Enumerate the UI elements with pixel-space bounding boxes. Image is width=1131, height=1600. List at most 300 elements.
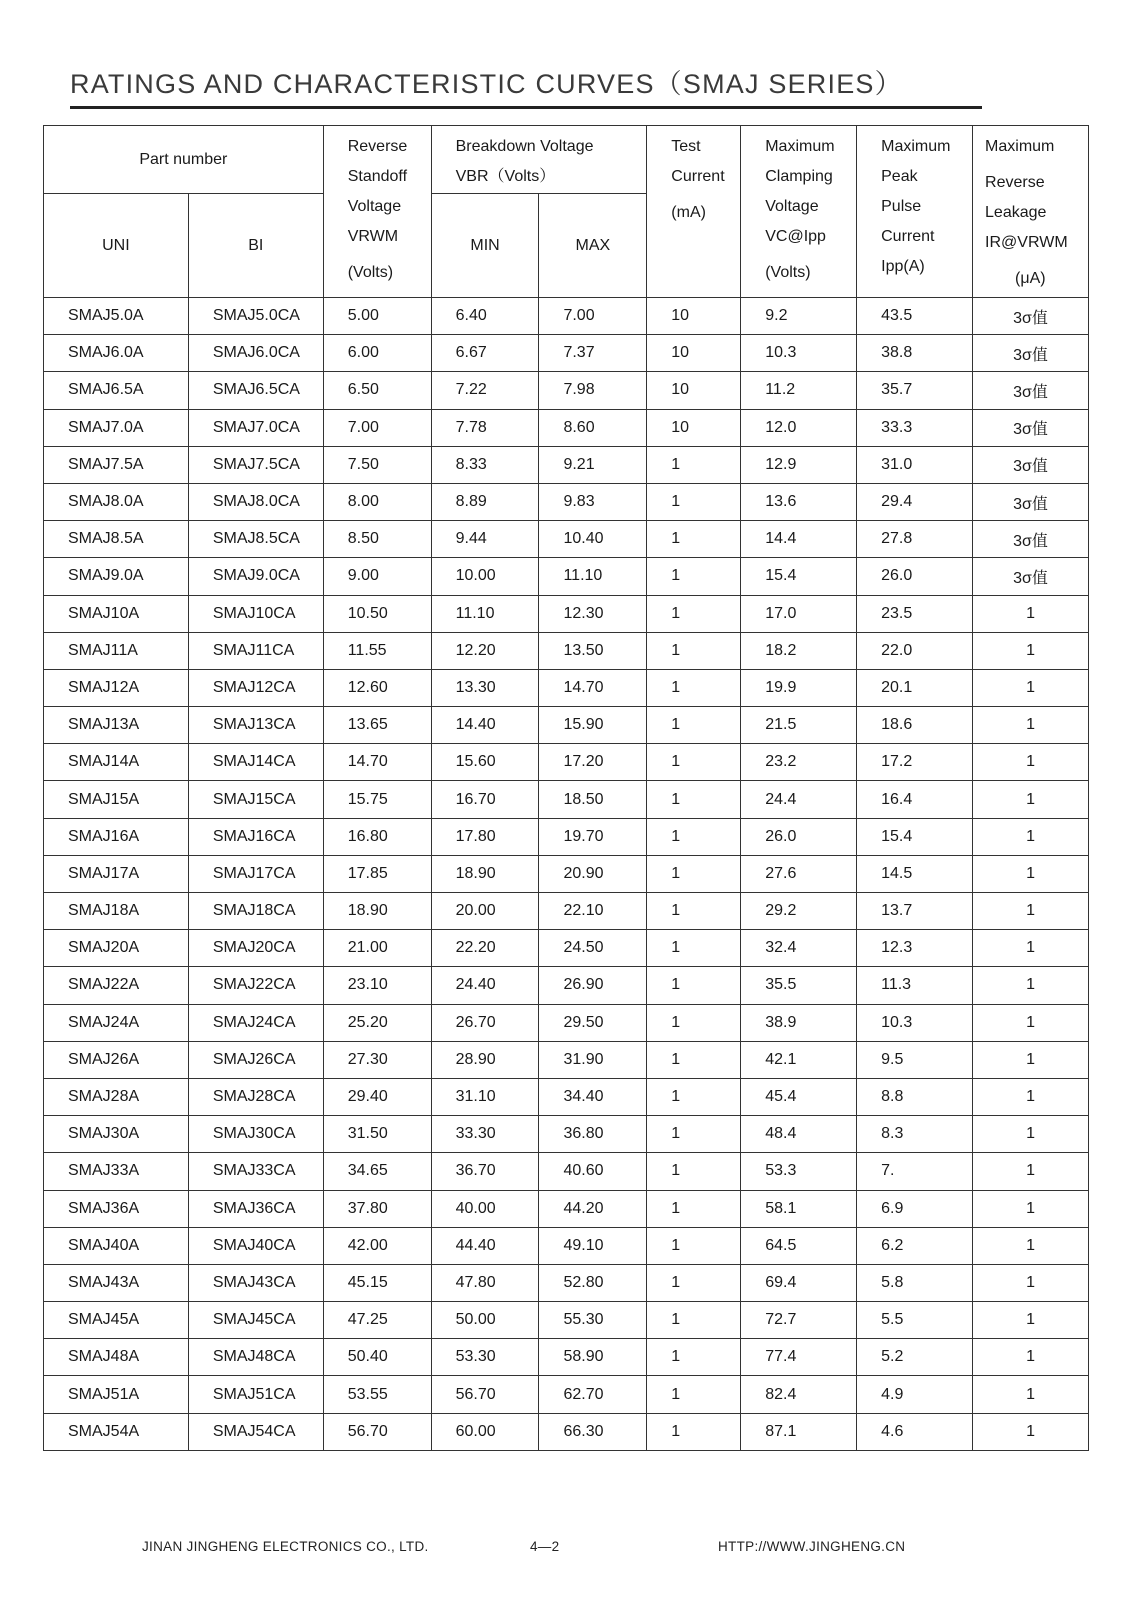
cell-vbr-max: 40.60	[539, 1153, 647, 1190]
cell-vbr-max: 14.70	[539, 669, 647, 706]
cell-uni-part: SMAJ26A	[44, 1041, 189, 1078]
cell-bi-part: SMAJ11CA	[188, 632, 323, 669]
cell-vrwm: 50.40	[323, 1339, 431, 1376]
cell-peak-current: 6.9	[857, 1190, 973, 1227]
cell-vrwm: 17.85	[323, 855, 431, 892]
cell-vbr-min: 13.30	[431, 669, 539, 706]
cell-vbr-min: 10.00	[431, 558, 539, 595]
cell-test-current: 1	[647, 855, 741, 892]
header-vrwm-line3: Voltage	[347, 198, 402, 215]
cell-vbr-min: 56.70	[431, 1376, 539, 1413]
table-row	[44, 1302, 1089, 1339]
cell-test-current: 1	[647, 521, 741, 558]
cell-uni-part: SMAJ22A	[44, 967, 189, 1004]
cell-reverse-leakage: 1	[973, 930, 1089, 967]
cell-bi-part: SMAJ6.0CA	[188, 335, 323, 372]
footer-company: JINAN JINGHENG ELECTRONICS CO., LTD.	[142, 1539, 429, 1554]
cell-vbr-max: 34.40	[539, 1078, 647, 1115]
cell-reverse-leakage: 1	[973, 1004, 1089, 1041]
cell-vrwm: 15.75	[323, 781, 431, 818]
cell-vbr-max: 62.70	[539, 1376, 647, 1413]
cell-uni-part: SMAJ10A	[44, 595, 189, 632]
cell-bi-part: SMAJ28CA	[188, 1078, 323, 1115]
cell-peak-current: 17.2	[857, 744, 973, 781]
cell-vbr-max: 66.30	[539, 1413, 647, 1450]
table-row	[44, 855, 1089, 892]
cell-bi-part: SMAJ51CA	[188, 1376, 323, 1413]
cell-clamping-voltage: 27.6	[741, 855, 857, 892]
table-row	[44, 1153, 1089, 1190]
cell-vbr-max: 17.20	[539, 744, 647, 781]
cell-vbr-min: 12.20	[431, 632, 539, 669]
table-row	[44, 893, 1089, 930]
cell-clamping-voltage: 87.1	[741, 1413, 857, 1450]
cell-vbr-min: 53.30	[431, 1339, 539, 1376]
cell-vbr-max: 24.50	[539, 930, 647, 967]
cell-clamping-voltage: 12.0	[741, 409, 857, 446]
cell-bi-part: SMAJ40CA	[188, 1227, 323, 1264]
cell-vbr-max: 8.60	[539, 409, 647, 446]
cell-clamping-voltage: 18.2	[741, 632, 857, 669]
cell-vbr-min: 40.00	[431, 1190, 539, 1227]
cell-bi-part: SMAJ7.5CA	[188, 446, 323, 483]
cell-vbr-min: 22.20	[431, 930, 539, 967]
cell-vbr-max: 22.10	[539, 893, 647, 930]
cell-uni-part: SMAJ54A	[44, 1413, 189, 1450]
cell-bi-part: SMAJ5.0CA	[188, 298, 323, 335]
cell-test-current: 1	[647, 1264, 741, 1301]
cell-reverse-leakage: 1	[973, 744, 1089, 781]
cell-clamping-voltage: 10.3	[741, 335, 857, 372]
cell-uni-part: SMAJ14A	[44, 744, 189, 781]
cell-bi-part: SMAJ12CA	[188, 669, 323, 706]
cell-vbr-min: 31.10	[431, 1078, 539, 1115]
cell-peak-current: 31.0	[857, 446, 973, 483]
table-row	[44, 1041, 1089, 1078]
table-row	[44, 1413, 1089, 1450]
cell-test-current: 1	[647, 930, 741, 967]
cell-peak-current: 4.6	[857, 1413, 973, 1450]
cell-uni-part: SMAJ6.0A	[44, 335, 189, 372]
cell-uni-part: SMAJ11A	[44, 632, 189, 669]
table-row	[44, 1116, 1089, 1153]
cell-test-current: 1	[647, 1041, 741, 1078]
table-row	[44, 298, 1089, 335]
cell-uni-part: SMAJ18A	[44, 893, 189, 930]
cell-vrwm: 14.70	[323, 744, 431, 781]
header-leakage	[973, 126, 1089, 298]
cell-bi-part: SMAJ15CA	[188, 781, 323, 818]
cell-clamping-voltage: 29.2	[741, 893, 857, 930]
cell-bi-part: SMAJ30CA	[188, 1116, 323, 1153]
cell-vbr-max: 9.83	[539, 483, 647, 520]
cell-vbr-max: 49.10	[539, 1227, 647, 1264]
cell-test-current: 1	[647, 967, 741, 1004]
cell-peak-current: 8.8	[857, 1078, 973, 1115]
cell-vrwm: 16.80	[323, 818, 431, 855]
cell-uni-part: SMAJ36A	[44, 1190, 189, 1227]
cell-bi-part: SMAJ8.0CA	[188, 483, 323, 520]
header-clamping	[741, 126, 857, 298]
table-body	[44, 298, 1089, 1451]
cell-clamping-voltage: 9.2	[741, 298, 857, 335]
cell-reverse-leakage: 1	[973, 781, 1089, 818]
cell-uni-part: SMAJ24A	[44, 1004, 189, 1041]
cell-vbr-min: 11.10	[431, 595, 539, 632]
cell-vbr-max: 44.20	[539, 1190, 647, 1227]
cell-vbr-min: 7.78	[431, 409, 539, 446]
cell-bi-part: SMAJ24CA	[188, 1004, 323, 1041]
cell-uni-part: SMAJ15A	[44, 781, 189, 818]
cell-clamping-voltage: 23.2	[741, 744, 857, 781]
cell-reverse-leakage: 1	[973, 632, 1089, 669]
cell-test-current: 1	[647, 744, 741, 781]
cell-vbr-max: 12.30	[539, 595, 647, 632]
cell-peak-current: 5.8	[857, 1264, 973, 1301]
header-test-line1: Test	[671, 138, 701, 155]
cell-vrwm: 6.00	[323, 335, 431, 372]
header-peak-current	[857, 126, 973, 298]
cell-vbr-max: 19.70	[539, 818, 647, 855]
table-row	[44, 967, 1089, 1004]
table-row	[44, 744, 1089, 781]
cell-test-current: 1	[647, 1413, 741, 1450]
cell-bi-part: SMAJ45CA	[188, 1302, 323, 1339]
cell-uni-part: SMAJ33A	[44, 1153, 189, 1190]
cell-uni-part: SMAJ5.0A	[44, 298, 189, 335]
cell-peak-current: 8.3	[857, 1116, 973, 1153]
cell-vbr-max: 31.90	[539, 1041, 647, 1078]
cell-clamping-voltage: 35.5	[741, 967, 857, 1004]
cell-vbr-min: 7.22	[431, 372, 539, 409]
cell-clamping-voltage: 21.5	[741, 707, 857, 744]
cell-peak-current: 15.4	[857, 818, 973, 855]
cell-peak-current: 7.	[857, 1153, 973, 1190]
page-title: RATINGS AND CHARACTERISTIC CURVES（SMAJ SERIES）	[70, 69, 903, 99]
cell-reverse-leakage: 1	[973, 1413, 1089, 1450]
cell-peak-current: 38.8	[857, 335, 973, 372]
table-row	[44, 335, 1089, 372]
header-peak-line3: Pulse	[881, 198, 922, 215]
table-row	[44, 632, 1089, 669]
cell-vbr-max: 7.98	[539, 372, 647, 409]
cell-vbr-max: 55.30	[539, 1302, 647, 1339]
header-bi: BI	[188, 194, 323, 298]
cell-bi-part: SMAJ14CA	[188, 744, 323, 781]
cell-vrwm: 7.00	[323, 409, 431, 446]
cell-vrwm: 45.15	[323, 1264, 431, 1301]
cell-bi-part: SMAJ13CA	[188, 707, 323, 744]
table-row	[44, 1264, 1089, 1301]
cell-vrwm: 56.70	[323, 1413, 431, 1450]
cell-clamping-voltage: 17.0	[741, 595, 857, 632]
cell-clamping-voltage: 15.4	[741, 558, 857, 595]
header-peak-line2: Peak	[881, 168, 918, 185]
cell-vbr-max: 15.90	[539, 707, 647, 744]
cell-test-current: 1	[647, 669, 741, 706]
cell-vbr-min: 16.70	[431, 781, 539, 818]
cell-test-current: 1	[647, 1190, 741, 1227]
cell-uni-part: SMAJ40A	[44, 1227, 189, 1264]
cell-uni-part: SMAJ51A	[44, 1376, 189, 1413]
cell-vrwm: 6.50	[323, 372, 431, 409]
cell-vbr-max: 7.00	[539, 298, 647, 335]
cell-vrwm: 9.00	[323, 558, 431, 595]
cell-test-current: 1	[647, 1116, 741, 1153]
cell-clamping-voltage: 12.9	[741, 446, 857, 483]
header-test-line2: Current	[671, 168, 725, 185]
cell-clamping-voltage: 26.0	[741, 818, 857, 855]
cell-clamping-voltage: 11.2	[741, 372, 857, 409]
cell-vrwm: 13.65	[323, 707, 431, 744]
cell-vbr-max: 11.10	[539, 558, 647, 595]
cell-bi-part: SMAJ9.0CA	[188, 558, 323, 595]
cell-vbr-max: 13.50	[539, 632, 647, 669]
table-row	[44, 521, 1089, 558]
header-clamp-line5: (Volts)	[765, 264, 811, 281]
cell-bi-part: SMAJ26CA	[188, 1041, 323, 1078]
cell-test-current: 10	[647, 335, 741, 372]
table-row	[44, 1376, 1089, 1413]
cell-peak-current: 5.2	[857, 1339, 973, 1376]
cell-vbr-max: 36.80	[539, 1116, 647, 1153]
header-min: MIN	[431, 194, 539, 298]
cell-peak-current: 11.3	[857, 967, 973, 1004]
cell-reverse-leakage: 1	[973, 1116, 1089, 1153]
cell-reverse-leakage: 1	[973, 855, 1089, 892]
table-row	[44, 483, 1089, 520]
cell-uni-part: SMAJ8.5A	[44, 521, 189, 558]
cell-clamping-voltage: 64.5	[741, 1227, 857, 1264]
footer-page-number: 4—2	[530, 1539, 560, 1554]
cell-vbr-min: 18.90	[431, 855, 539, 892]
table-row	[44, 1078, 1089, 1115]
table-row	[44, 446, 1089, 483]
cell-vbr-min: 6.67	[431, 335, 539, 372]
cell-clamping-voltage: 38.9	[741, 1004, 857, 1041]
cell-vrwm: 37.80	[323, 1190, 431, 1227]
cell-peak-current: 12.3	[857, 930, 973, 967]
header-leak-line1: Maximum	[985, 138, 1055, 155]
header-vbr-line1: Breakdown Voltage	[455, 138, 594, 155]
cell-test-current: 1	[647, 1004, 741, 1041]
footer-url: HTTP://WWW.JINGHENG.CN	[718, 1539, 906, 1554]
cell-vrwm: 42.00	[323, 1227, 431, 1264]
cell-vrwm: 25.20	[323, 1004, 431, 1041]
cell-test-current: 10	[647, 298, 741, 335]
cell-test-current: 1	[647, 1153, 741, 1190]
cell-vbr-min: 6.40	[431, 298, 539, 335]
cell-peak-current: 29.4	[857, 483, 973, 520]
cell-reverse-leakage: 1	[973, 669, 1089, 706]
header-uni: UNI	[44, 194, 189, 298]
cell-vrwm: 31.50	[323, 1116, 431, 1153]
cell-bi-part: SMAJ7.0CA	[188, 409, 323, 446]
cell-peak-current: 4.9	[857, 1376, 973, 1413]
cell-uni-part: SMAJ17A	[44, 855, 189, 892]
cell-test-current: 1	[647, 707, 741, 744]
table-row	[44, 1339, 1089, 1376]
table-row	[44, 595, 1089, 632]
cell-bi-part: SMAJ20CA	[188, 930, 323, 967]
cell-peak-current: 43.5	[857, 298, 973, 335]
cell-vbr-max: 26.90	[539, 967, 647, 1004]
cell-bi-part: SMAJ48CA	[188, 1339, 323, 1376]
cell-vbr-min: 28.90	[431, 1041, 539, 1078]
cell-vbr-min: 8.89	[431, 483, 539, 520]
cell-uni-part: SMAJ7.5A	[44, 446, 189, 483]
cell-vrwm: 47.25	[323, 1302, 431, 1339]
cell-uni-part: SMAJ16A	[44, 818, 189, 855]
header-clamp-line1: Maximum	[765, 138, 835, 155]
cell-reverse-leakage: 3σ值	[973, 558, 1089, 595]
cell-test-current: 1	[647, 1302, 741, 1339]
cell-peak-current: 20.1	[857, 669, 973, 706]
cell-clamping-voltage: 42.1	[741, 1041, 857, 1078]
cell-reverse-leakage: 3σ值	[973, 372, 1089, 409]
cell-peak-current: 13.7	[857, 893, 973, 930]
cell-bi-part: SMAJ33CA	[188, 1153, 323, 1190]
cell-peak-current: 6.2	[857, 1227, 973, 1264]
cell-vbr-min: 33.30	[431, 1116, 539, 1153]
cell-clamping-voltage: 14.4	[741, 521, 857, 558]
cell-vrwm: 18.90	[323, 893, 431, 930]
table-row	[44, 558, 1089, 595]
header-leak-line5: (μA)	[1015, 270, 1046, 287]
header-test-current	[647, 126, 741, 298]
cell-reverse-leakage: 1	[973, 1339, 1089, 1376]
cell-clamping-voltage: 13.6	[741, 483, 857, 520]
cell-uni-part: SMAJ9.0A	[44, 558, 189, 595]
cell-clamping-voltage: 72.7	[741, 1302, 857, 1339]
cell-reverse-leakage: 3σ值	[973, 298, 1089, 335]
cell-vbr-max: 20.90	[539, 855, 647, 892]
cell-reverse-leakage: 3σ值	[973, 446, 1089, 483]
cell-peak-current: 18.6	[857, 707, 973, 744]
cell-reverse-leakage: 3σ值	[973, 335, 1089, 372]
spec-table	[43, 125, 1089, 1451]
cell-vbr-min: 36.70	[431, 1153, 539, 1190]
cell-vbr-min: 20.00	[431, 893, 539, 930]
cell-reverse-leakage: 3σ值	[973, 483, 1089, 520]
cell-test-current: 1	[647, 1078, 741, 1115]
cell-clamping-voltage: 19.9	[741, 669, 857, 706]
cell-clamping-voltage: 82.4	[741, 1376, 857, 1413]
table-row	[44, 1004, 1089, 1041]
cell-vbr-min: 44.40	[431, 1227, 539, 1264]
cell-vrwm: 8.00	[323, 483, 431, 520]
cell-peak-current: 23.5	[857, 595, 973, 632]
cell-uni-part: SMAJ20A	[44, 930, 189, 967]
cell-vbr-max: 18.50	[539, 781, 647, 818]
cell-vbr-min: 8.33	[431, 446, 539, 483]
header-vbr-line2: VBR（Volts）	[455, 168, 556, 185]
cell-bi-part: SMAJ43CA	[188, 1264, 323, 1301]
cell-test-current: 1	[647, 483, 741, 520]
header-vrwm-line4: VRWM	[347, 228, 399, 245]
cell-bi-part: SMAJ22CA	[188, 967, 323, 1004]
cell-reverse-leakage: 1	[973, 1153, 1089, 1190]
header-vrwm-line5: (Volts)	[347, 264, 394, 281]
table-row	[44, 707, 1089, 744]
cell-bi-part: SMAJ17CA	[188, 855, 323, 892]
cell-uni-part: SMAJ12A	[44, 669, 189, 706]
cell-vbr-min: 24.40	[431, 967, 539, 1004]
table-row	[44, 372, 1089, 409]
cell-test-current: 1	[647, 1227, 741, 1264]
cell-test-current: 1	[647, 595, 741, 632]
cell-vrwm: 21.00	[323, 930, 431, 967]
cell-peak-current: 26.0	[857, 558, 973, 595]
cell-vbr-min: 50.00	[431, 1302, 539, 1339]
cell-reverse-leakage: 1	[973, 818, 1089, 855]
cell-vbr-min: 15.60	[431, 744, 539, 781]
cell-vbr-max: 29.50	[539, 1004, 647, 1041]
cell-reverse-leakage: 3σ值	[973, 409, 1089, 446]
header-clamp-line2: Clamping	[765, 168, 833, 185]
cell-clamping-voltage: 32.4	[741, 930, 857, 967]
cell-reverse-leakage: 1	[973, 1190, 1089, 1227]
cell-clamping-voltage: 24.4	[741, 781, 857, 818]
cell-vbr-max: 52.80	[539, 1264, 647, 1301]
cell-vbr-max: 7.37	[539, 335, 647, 372]
cell-test-current: 1	[647, 1376, 741, 1413]
cell-clamping-voltage: 45.4	[741, 1078, 857, 1115]
header-peak-line1: Maximum	[881, 138, 951, 155]
cell-vbr-min: 14.40	[431, 707, 539, 744]
header-test-line3: (mA)	[671, 204, 706, 221]
cell-bi-part: SMAJ36CA	[188, 1190, 323, 1227]
cell-test-current: 10	[647, 372, 741, 409]
cell-vrwm: 23.10	[323, 967, 431, 1004]
cell-test-current: 10	[647, 409, 741, 446]
table-row	[44, 669, 1089, 706]
cell-vbr-max: 9.21	[539, 446, 647, 483]
table-row	[44, 818, 1089, 855]
cell-clamping-voltage: 58.1	[741, 1190, 857, 1227]
header-leak-line2: Reverse	[985, 174, 1045, 191]
header-leak-line4: IR@VRWM	[985, 234, 1068, 251]
cell-vrwm: 7.50	[323, 446, 431, 483]
cell-bi-part: SMAJ10CA	[188, 595, 323, 632]
table-row	[44, 1190, 1089, 1227]
cell-vbr-min: 47.80	[431, 1264, 539, 1301]
cell-clamping-voltage: 69.4	[741, 1264, 857, 1301]
cell-bi-part: SMAJ6.5CA	[188, 372, 323, 409]
table-row	[44, 1227, 1089, 1264]
cell-uni-part: SMAJ7.0A	[44, 409, 189, 446]
cell-bi-part: SMAJ18CA	[188, 893, 323, 930]
header-vrwm	[323, 126, 431, 298]
cell-vrwm: 10.50	[323, 595, 431, 632]
header-vrwm-line1: Reverse	[347, 138, 408, 155]
cell-clamping-voltage: 48.4	[741, 1116, 857, 1153]
cell-peak-current: 14.5	[857, 855, 973, 892]
cell-uni-part: SMAJ8.0A	[44, 483, 189, 520]
cell-vbr-max: 58.90	[539, 1339, 647, 1376]
cell-bi-part: SMAJ16CA	[188, 818, 323, 855]
cell-vbr-max: 10.40	[539, 521, 647, 558]
cell-peak-current: 27.8	[857, 521, 973, 558]
cell-vrwm: 27.30	[323, 1041, 431, 1078]
cell-clamping-voltage: 53.3	[741, 1153, 857, 1190]
cell-vrwm: 11.55	[323, 632, 431, 669]
cell-test-current: 1	[647, 446, 741, 483]
cell-uni-part: SMAJ6.5A	[44, 372, 189, 409]
cell-test-current: 1	[647, 1339, 741, 1376]
cell-uni-part: SMAJ30A	[44, 1116, 189, 1153]
cell-clamping-voltage: 77.4	[741, 1339, 857, 1376]
